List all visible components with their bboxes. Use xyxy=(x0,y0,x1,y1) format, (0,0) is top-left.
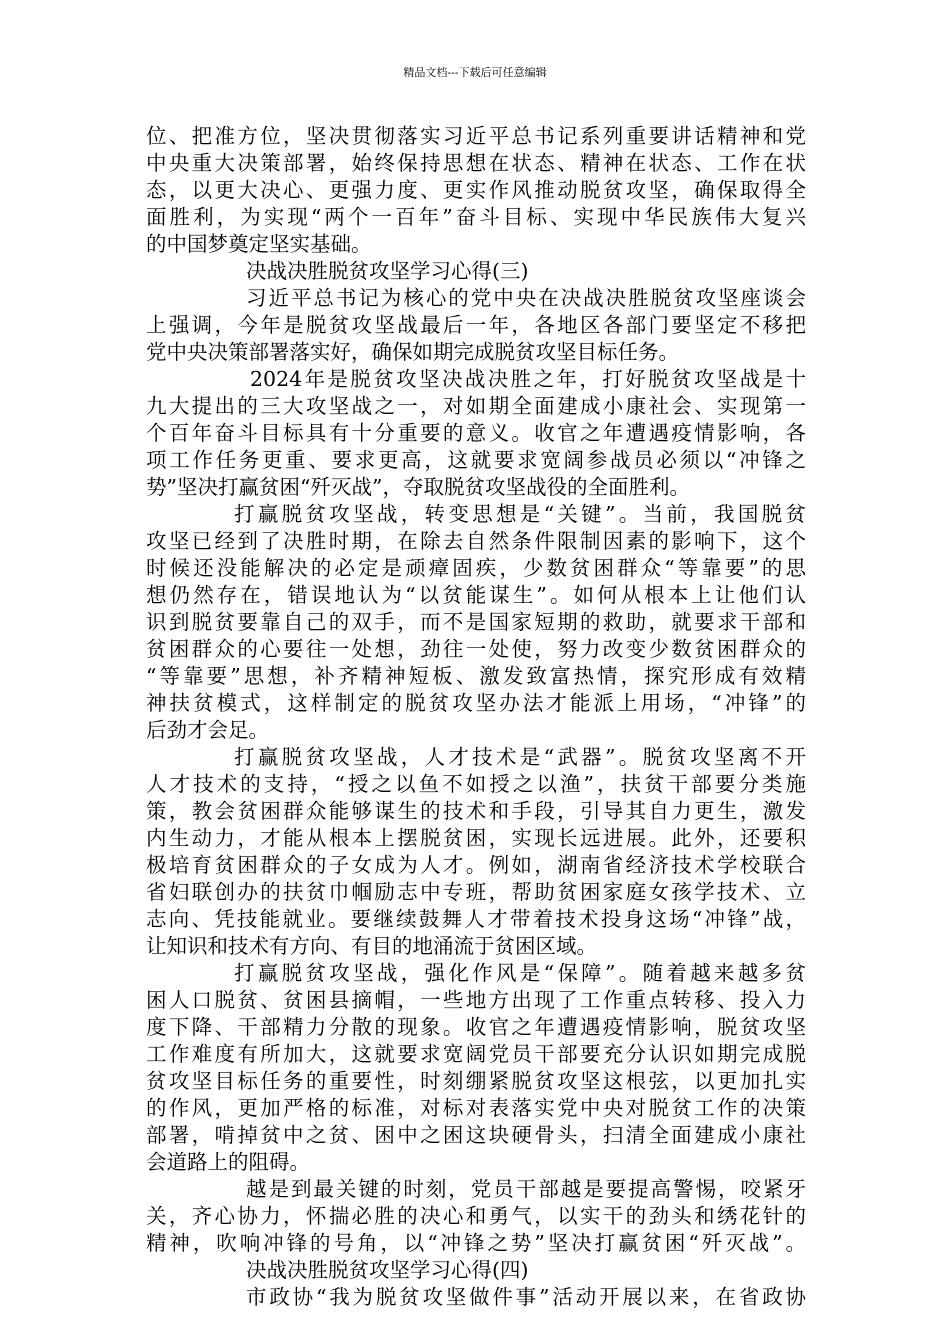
document-body xyxy=(146,123,806,1311)
section-heading: 决战决胜脱贫攻坚学习心得(四) xyxy=(246,1258,529,1282)
text-line: 态，以更大决心、更强力度、更实作风推动脱贫攻坚，确保取得全 xyxy=(146,178,806,202)
text-line: 极培育贫困群众的子女成为人才。例如，湖南省经济技术学校联合 xyxy=(146,853,806,877)
text-line: 市政协“我为脱贫攻坚做件事”活动开展以来，在省政协 xyxy=(246,1285,806,1309)
text-line: 打赢脱贫攻坚战，人才技术是“武器”。脱贫攻坚离不开 xyxy=(234,745,806,769)
text-line: 困人口脱贫、贫困县摘帽，一些地方出现了工作重点转移、投入力 xyxy=(146,988,806,1012)
text-line: 内生动力，才能从根本上摆脱贫困，实现长远进展。此外，还要积 xyxy=(146,826,806,850)
section-heading: 决战决胜脱贫攻坚学习心得(三) xyxy=(246,259,529,283)
text-line: 贫困群众的心要往一处想，劲往一处使，努力改变少数贫困群众的 xyxy=(146,637,806,661)
text-line: 个百年奋斗目标具有十分重要的意义。收官之年遭遇疫情影响，各 xyxy=(146,421,806,445)
text-line: 的中国梦奠定坚实基础。 xyxy=(146,232,372,256)
text-line: 精神，吹响冲锋的号角，以“冲锋之势”坚决打赢贫困“歼灭战”。 xyxy=(146,1231,806,1255)
text-line: 部署，啃掉贫中之贫、困中之困这块硬骨头，扫清全面建成小康社 xyxy=(146,1123,806,1147)
text-line: 神扶贫模式，这样制定的脱贫攻坚办法才能派上用场，“冲锋”的 xyxy=(146,691,806,715)
text-line: 度下降、干部精力分散的现象。收官之年遭遇疫情影响，脱贫攻坚 xyxy=(146,1015,806,1039)
text-line: 工作难度有所加大，这就要求宽阔党员干部要充分认识如期完成脱 xyxy=(146,1042,806,1066)
text-line: 后劲才会足。 xyxy=(146,718,269,742)
text-line: 面胜利，为实现“两个一百年”奋斗目标、实现中华民族伟大复兴 xyxy=(146,205,806,229)
text-line: 会道路上的阻碍。 xyxy=(146,1150,310,1174)
page-header: 精品文档---下载后可任意编辑 xyxy=(403,66,547,79)
text-line: 中央重大决策部署，始终保持思想在状态、精神在状态、工作在状 xyxy=(146,151,806,175)
text-line: 九大提出的三大攻坚战之一，对如期全面建成小康社会、实现第一 xyxy=(146,394,806,418)
text-line: 党中央决策部署落实好，确保如期完成脱贫攻坚目标任务。 xyxy=(146,340,679,364)
text-line: 2024年是脱贫攻坚决战决胜之年，打好脱贫攻坚战是十 xyxy=(250,367,806,391)
text-line: 省妇联创办的扶贫巾帼励志中专班，帮助贫困家庭女孩学技术、立 xyxy=(146,880,806,904)
text-line: 人才技术的支持，“授之以鱼不如授之以渔”，扶贫干部要分类施 xyxy=(146,772,806,796)
text-line: 势”坚决打赢贫困“歼灭战”，夺取脱贫攻坚战役的全面胜利。 xyxy=(146,475,690,499)
text-line: 越是到最关键的时刻，党员干部越是要提高警惕，咬紧牙 xyxy=(246,1177,806,1201)
text-line: 位、把准方位，坚决贯彻落实习近平总书记系列重要讲话精神和党 xyxy=(146,124,806,148)
text-line: 贫攻坚目标任务的重要性，时刻绷紧脱贫攻坚这根弦，以更加扎实 xyxy=(146,1069,806,1093)
text-line: 项工作任务更重、要求更高，这就要求宽阔参战员必须以“冲锋之 xyxy=(146,448,806,472)
text-line: 习近平总书记为核心的党中央在决战决胜脱贫攻坚座谈会 xyxy=(246,286,806,310)
text-line: “等靠要”思想，补齐精神短板、激发致富热情，探究形成有效精 xyxy=(146,664,806,688)
text-line: 想仍然存在，错误地认为“以贫能谋生”。如何从根本上让他们认 xyxy=(146,583,806,607)
text-line: 策，教会贫困群众能够谋生的技术和手段，引导其自力更生，激发 xyxy=(146,799,806,823)
text-line: 攻坚已经到了决胜时期，在除去自然条件限制因素的影响下，这个 xyxy=(146,529,806,553)
text-line: 关，齐心协力，怀揣必胜的决心和勇气，以实干的劲头和绣花针的 xyxy=(146,1204,806,1228)
text-line: 让知识和技术有方向、有目的地涌流于贫困区域。 xyxy=(146,934,597,958)
text-line: 志向、凭技能就业。要继续鼓舞人才带着技术投身这场“冲锋”战， xyxy=(146,907,806,931)
text-line: 识到脱贫要靠自己的双手，而不是国家短期的救助，就要求干部和 xyxy=(146,610,806,634)
text-line: 打赢脱贫攻坚战，强化作风是“保障”。随着越来越多贫 xyxy=(234,961,806,985)
text-line: 的作风，更加严格的标准，对标对表落实党中央对脱贫工作的决策 xyxy=(146,1096,806,1120)
text-line: 上强调，今年是脱贫攻坚战最后一年，各地区各部门要坚定不移把 xyxy=(146,313,806,337)
text-line: 打赢脱贫攻坚战，转变思想是“关键”。当前，我国脱贫 xyxy=(234,502,806,526)
text-line: 时候还没能解决的必定是顽瘴固疾，少数贫困群众“等靠要”的思 xyxy=(146,556,806,580)
